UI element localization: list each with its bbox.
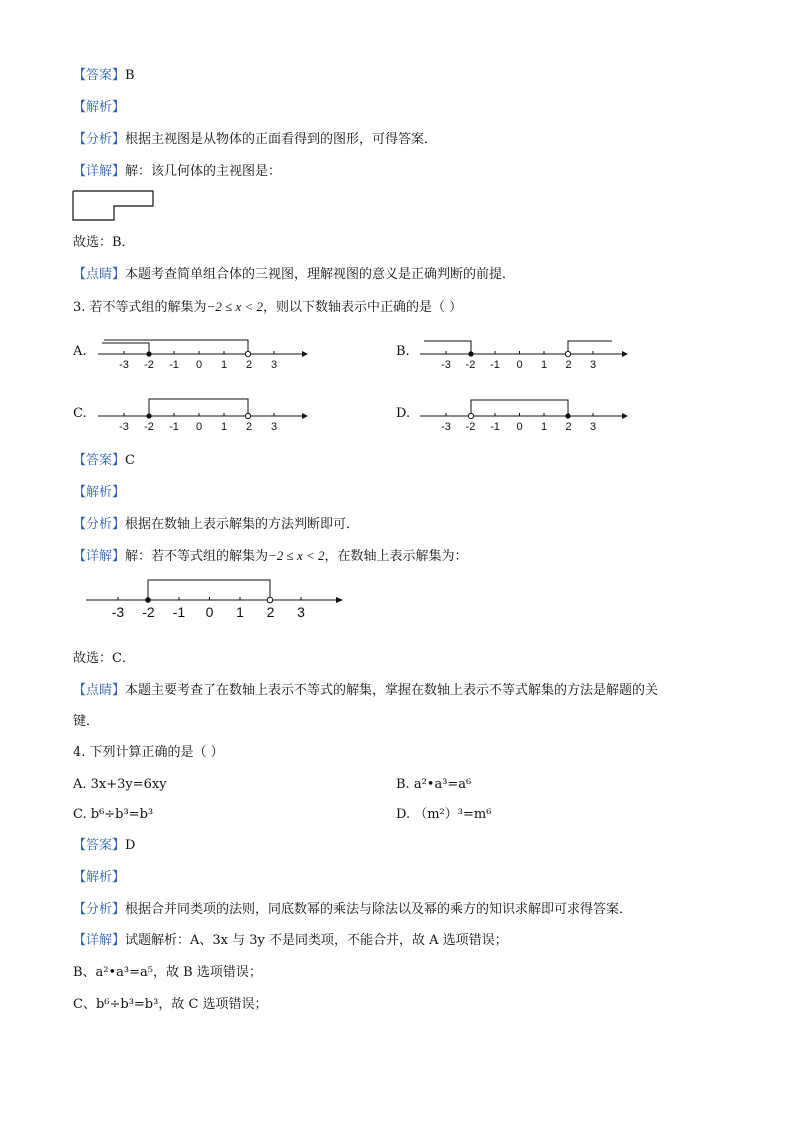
tick-label: 1 [220, 421, 228, 433]
tick-label: -1 [172, 604, 186, 620]
tick-label: -3 [119, 421, 129, 433]
number-line-c [90, 392, 320, 437]
option-a-label: A. [73, 344, 87, 359]
number-line-b [412, 330, 642, 375]
number-line-solution [82, 570, 352, 625]
closed-dot [145, 597, 151, 603]
tick-label: 1 [540, 421, 548, 433]
tick-label: 0 [195, 421, 203, 433]
answer-line-q3 [73, 452, 135, 470]
open-dot [245, 413, 250, 418]
open-dot [468, 413, 473, 418]
tick-label: -1 [490, 359, 500, 371]
fenxi-tag: 【分析】 [73, 132, 126, 147]
answer-line-q2 [73, 67, 135, 85]
option-d-label: D. [396, 406, 411, 421]
analysis-heading-q4 [73, 869, 125, 887]
xiangjie-text: 解：该几何体的主视图是： [125, 164, 282, 179]
dianjing-text: 本题主要考查了在数轴上表示不等式的解集，掌握在数轴上表示不等式解集的方法是解题的关 [125, 683, 659, 698]
tick-label: 2 [266, 604, 275, 620]
tick-label: -3 [119, 359, 129, 371]
tick-label: 3 [297, 604, 305, 620]
answer-value: B [125, 68, 135, 83]
solution-line-b: B、a²•a³=a⁵，故 B 选项错误； [73, 965, 262, 980]
fenxi-tag: 【分析】 [73, 517, 126, 532]
dianjing-tag: 【点睛】 [73, 683, 126, 698]
xiangjie-line-q3: 【详解】解：若不等式组的解集为−2 ≤ x < 2，在数轴上表示解集为： [73, 548, 468, 564]
fenxi-text: 根据主视图是从物体的正面看得到的图形，可得答案． [125, 132, 438, 147]
open-dot [245, 351, 250, 356]
tick-label: 3 [589, 421, 597, 433]
closed-dot [146, 413, 151, 418]
analysis-heading-q3 [73, 484, 125, 502]
open-dot [565, 351, 570, 356]
solution-line-c: C、b⁶÷b³=b³，故 C 选项错误； [73, 997, 268, 1012]
answer-value: C [125, 453, 135, 468]
xiangjie-line-q4 [73, 932, 508, 950]
fenxi-line-q2 [73, 131, 437, 149]
tick-label: 2 [565, 421, 572, 433]
xiangjie-text: 试题解析：A、3x 与 3y 不是同类项，不能合并，故 A 选项错误； [125, 933, 508, 948]
option-c-label: C. [73, 406, 87, 421]
tick-label: 1 [220, 359, 228, 371]
xiangjie-tag: 【详解】 [73, 933, 126, 948]
tick-label: 0 [516, 421, 523, 433]
closed-dot [468, 351, 473, 356]
tick-label: 0 [205, 604, 214, 620]
answer-tag: 【答案】 [73, 838, 126, 853]
tick-label: -3 [441, 421, 451, 433]
tick-label: -1 [490, 421, 500, 433]
question-3-stem: 3. 若不等式组的解集为−2 ≤ x < 2，则以下数轴表示中正确的是（ ） [73, 299, 463, 315]
conclusion-q2: 故选：B． [73, 235, 135, 250]
closed-dot [146, 351, 151, 356]
tick-label: -2 [144, 421, 154, 433]
dianjing-text: 本题考查简单组合体的三视图，理解视图的意义是正确判断的前提． [125, 267, 516, 282]
inequality-text: −2 ≤ x < 2 [268, 548, 325, 563]
conclusion-q3: 故选：C． [73, 651, 135, 666]
analysis-tag: 【解析】 [73, 100, 126, 115]
fenxi-line-q4 [73, 901, 632, 919]
tick-label: 2 [245, 421, 253, 433]
tick-label: -1 [169, 359, 179, 371]
xiangjie-tag: 【详解】 [73, 164, 126, 179]
tick-label: -1 [169, 421, 179, 433]
fenxi-tag: 【分析】 [73, 902, 126, 917]
q4-option-d: D. （m²）³=m⁶ [396, 807, 492, 822]
number-line-d [412, 392, 642, 437]
analysis-heading-q2 [73, 99, 125, 117]
tick-label: 1 [540, 359, 548, 371]
tick-label: 0 [195, 359, 203, 371]
answer-value: D [125, 838, 136, 853]
xiangjie-tag: 【详解】 [73, 549, 126, 564]
dianjing-line-q2 [73, 266, 515, 284]
answer-tag: 【答案】 [73, 453, 126, 468]
dianjing-line-q3 [73, 682, 658, 700]
answer-tag: 【答案】 [73, 68, 126, 83]
tick-label: 0 [516, 359, 523, 371]
tick-label: -2 [465, 421, 476, 433]
tick-label: -3 [441, 359, 451, 371]
tick-label: 2 [565, 359, 572, 371]
tick-label: 3 [589, 359, 597, 371]
tick-label: -3 [111, 604, 125, 620]
analysis-tag: 【解析】 [73, 485, 126, 500]
tick-label: 3 [270, 359, 278, 371]
answer-line-q4 [73, 837, 135, 855]
inequality-text: −2 ≤ x < 2 [206, 299, 263, 314]
q4-option-b: B. a²•a³=a⁶ [396, 777, 472, 792]
xiangjie-line-q2 [73, 163, 281, 181]
tick-label: 2 [245, 359, 253, 371]
closed-dot [565, 413, 570, 418]
q4-option-c: C. b⁶÷b³=b³ [73, 807, 154, 822]
tick-label: -2 [144, 359, 154, 371]
tick-label: -2 [142, 604, 155, 620]
number-line-a [90, 330, 320, 375]
option-b-label: B. [396, 344, 410, 359]
q4-option-a: A. 3x+3y=6xy [73, 777, 167, 792]
open-dot [267, 597, 273, 603]
question-4-stem: 4. 下列计算正确的是（ ） [73, 745, 224, 760]
analysis-tag: 【解析】 [73, 870, 126, 885]
fenxi-text: 根据在数轴上表示解集的方法判断即可． [125, 517, 360, 532]
tick-label: 1 [236, 604, 244, 620]
tick-label: -2 [465, 359, 476, 371]
front-view-figure [72, 190, 156, 222]
fenxi-text: 根据合并同类项的法则，同底数幂的乘法与除法以及幂的乘方的知识求解即可求得答案． [125, 902, 633, 917]
dianjing-line-q3-cont: 键． [73, 714, 100, 729]
tick-label: 3 [270, 421, 278, 433]
fenxi-line-q3 [73, 516, 359, 534]
dianjing-tag: 【点睛】 [73, 267, 126, 282]
